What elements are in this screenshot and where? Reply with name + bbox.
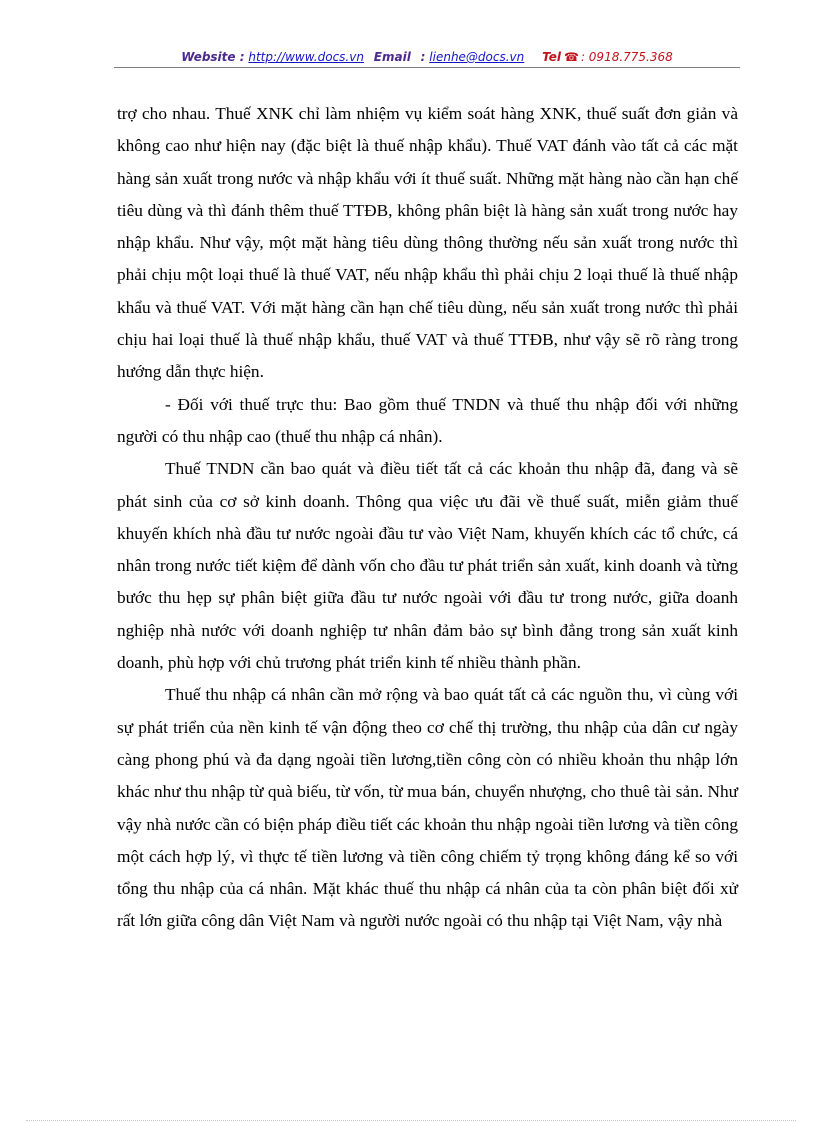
email-colon: : bbox=[420, 50, 426, 64]
paragraph-3: Thuế TNDN cần bao quát và điều tiết tất cả các khoản thu nhập đã, đang và sẽ phát sinh của cơ sở kinh doanh. Thông qua việc ưu đãi về thuế suất, miễn giảm thuế khuyến khích nhà đầu tư nước ngoài đầu tư vào Việt Nam, khuyến khích các tổ chức, cá nhân trong nước tiết kiệm để dành vốn cho đầu tư phát triển sản xuất, kinh doanh và từng bước thu hẹp sự phân biệt giữa đầu tư nước ngoài với đầu tư trong nước, giữa doanh nghiệp nhà nước với doanh nghiệp tư nhân đảm bảo sự bình đẳng trong sản xuất kinh doanh, phù hợp với chủ trương phát triển kinh tế nhiều thành phần. bbox=[117, 459, 738, 673]
tel-label: Tel bbox=[542, 50, 561, 64]
website-label: Website : bbox=[181, 50, 245, 64]
paragraph-2: - Đối với thuế trực thu: Bao gồm thuế TNDN và thuế thu nhập đối với những người có thu nhập cao (thuế thu nhập cá nhân). bbox=[117, 394, 738, 446]
website-link[interactable]: http://www.docs.vn bbox=[248, 50, 364, 64]
document-body bbox=[117, 98, 738, 938]
telephone-icon: ☎ bbox=[563, 50, 579, 64]
email-label: Email bbox=[373, 50, 411, 64]
tel-number: : 0918.775.368 bbox=[580, 50, 673, 64]
email-link[interactable]: lienhe@docs.vn bbox=[429, 50, 525, 64]
page-header bbox=[114, 47, 740, 67]
header-divider bbox=[114, 67, 740, 68]
footer-divider bbox=[26, 1120, 796, 1121]
paragraph-1: trợ cho nhau. Thuế XNK chỉ làm nhiệm vụ kiểm soát hàng XNK, thuế suất đơn giản và không cao như hiện nay (đặc biệt là thuế nhập khẩu). Thuế VAT đánh vào tất cả các mặt hàng sản xuất trong nước và nhập khẩu với ít thuế suất. Những mặt hàng nào cần hạn chế tiêu dùng và thì đánh thêm thuế TTĐB, không phân biệt là hàng sản xuất trong nước hay nhập khẩu. Như vậy, một mặt hàng tiêu dùng thông thường nếu sản xuất trong nước thì phải chịu một loại thuế là thuế VAT, nếu nhập khẩu thì phải chịu 2 loại thuế là thuế nhập khẩu và thuế VAT. Với mặt hàng cần hạn chế tiêu dùng, nếu sản xuất trong nước thì phải chịu hai loại thuế là thuế nhập khẩu, thuế VAT và thuế TTĐB, như vậy sẽ rõ ràng trong hướng dẫn thực hiện. bbox=[117, 104, 738, 382]
paragraph-4: Thuế thu nhập cá nhân cần mở rộng và bao quát tất cả các nguồn thu, vì cùng với sự phát triển của nền kinh tế vận động theo cơ chế thị trường, thu nhập của dân cư ngày càng phong phú và đa dạng ngoài tiền lương,tiền công còn có nhiều khoản thu nhập lớn khác như thu nhập từ quà biếu, từ vốn, từ mua bán, chuyển nhượng, cho thuê tài sản. Như vậy nhà nước cần có biện pháp điều tiết các khoản thu nhập ngoài tiền lương và tiền công một cách hợp lý, vì thực tế tiền lương và tiền công chiếm tỷ trọng không đáng kể so với tổng thu nhập của cá nhân. Mặt khác thuế thu nhập cá nhân của ta còn phân biệt đối xử rất lớn giữa công dân Việt Nam và người nước ngoài có thu nhập tại Việt Nam, vậy nhà bbox=[117, 685, 738, 931]
